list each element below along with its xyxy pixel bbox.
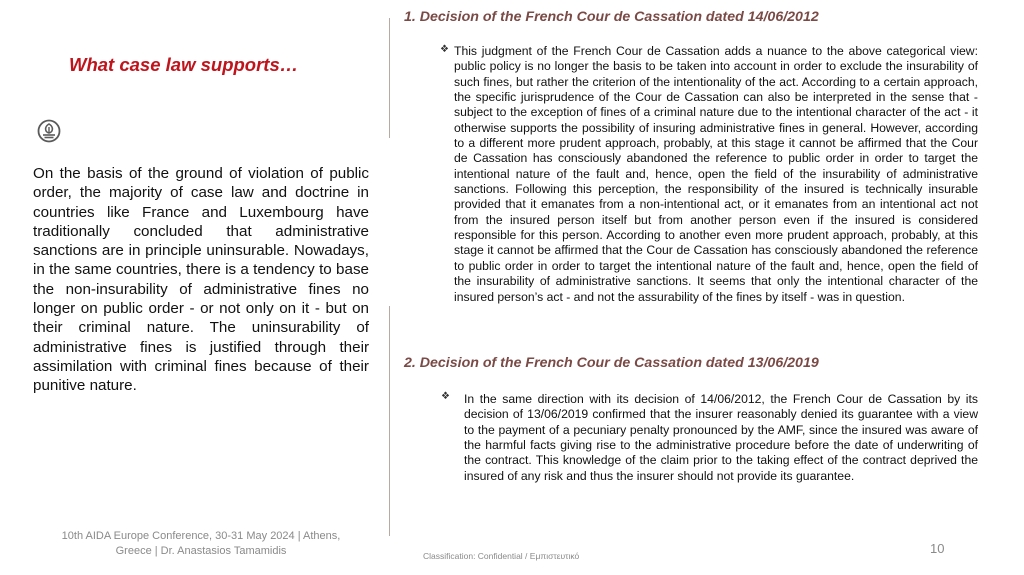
leaf-icon (36, 118, 62, 144)
decision-2012-heading: 1. Decision of the French Cour de Cassation dated 14/06/2012 (404, 9, 819, 25)
decision-2012-text: This judgment of the French Cour de Cassation adds a nuance to the above categorical view: public policy is no longer the basis to be taken into account in order to exclude the insurability of such fines, but rather the criterion of the intentionality of the act. According to a certain approach, the specific jurisprudence of the Cour de Cassation can also be interpreted in the sense that - subject to the exception of fines of a criminal nature due to the intentional character of the act - it otherwise supports the possibility of insuring administrative fines in general. However, according to a different more prudent approach, probably, at this stage it cannot be affirmed that the Cour de Cassation has consciously abandoned the reference to public order in order to target the intentional nature of the fault and, hence, open the field of the insurability of administrative sanctions. Following this perception, the responsibility of the insured is technically insurable provided that it emanates from a non-intentional act, or it emanates from an intentional act not from the insured person itself but from another person even if the insured is considered responsible for this person. According to another even more prudent approach, probably, at this stage it cannot be affirmed that the Cour de Cassation has consciously abandoned the reference to public order in order to target the intentional nature of the fault and, hence, open the field of the insurability of administrative sanctions. It seems that only the intentional character of the insured person’s act - and not the assurability of the fines by itself - was in question. (454, 44, 978, 304)
bullet-icon: ❖ (441, 391, 450, 402)
classification-label: Classification: Confidential / Εμπιστευτικό (423, 551, 580, 561)
intro-paragraph: On the basis of the ground of violation of public order, the majority of case law and doctrine in countries like France and Luxembourg have traditionally concluded that administrative sanctions are in principle uninsurable. Nowadays, in the same countries, there is a tendency to base the non-insurability of administrative fines no longer on public order - or not only on it - but on their criminal nature. The uninsurability of administrative fines is justified through their assimilation with criminal fines because of their punitive nature. (33, 165, 369, 395)
decision-2019-text: In the same direction with its decision of 14/06/2012, the French Cour de Cassation by its decision of 13/06/2019 confirmed that the insurer reasonably denied its guarantee with a view to the payment of a pecuniary penalty pronounced by the AMF, since the insured was aware of the harmful facts giving rise to the administrative procedure before the date of underwriting of the contract. This knowledge of the claim prior to the taking effect of the contract deprived the insured of any risk and thus the insurer should not provide its guarantee. (464, 392, 978, 483)
page-number: 10 (930, 541, 945, 556)
divider-line-bottom (389, 306, 390, 536)
divider-line-top (389, 18, 390, 138)
section-title: What case law supports… (69, 54, 299, 75)
bullet-icon: ❖ (440, 44, 449, 55)
conference-footer: 10th AIDA Europe Conference, 30-31 May 2024 | Athens, Greece | Dr. Anastasios Tamamidis (61, 530, 341, 557)
decision-2019-heading: 2. Decision of the French Cour de Cassation dated 13/06/2019 (404, 355, 819, 371)
